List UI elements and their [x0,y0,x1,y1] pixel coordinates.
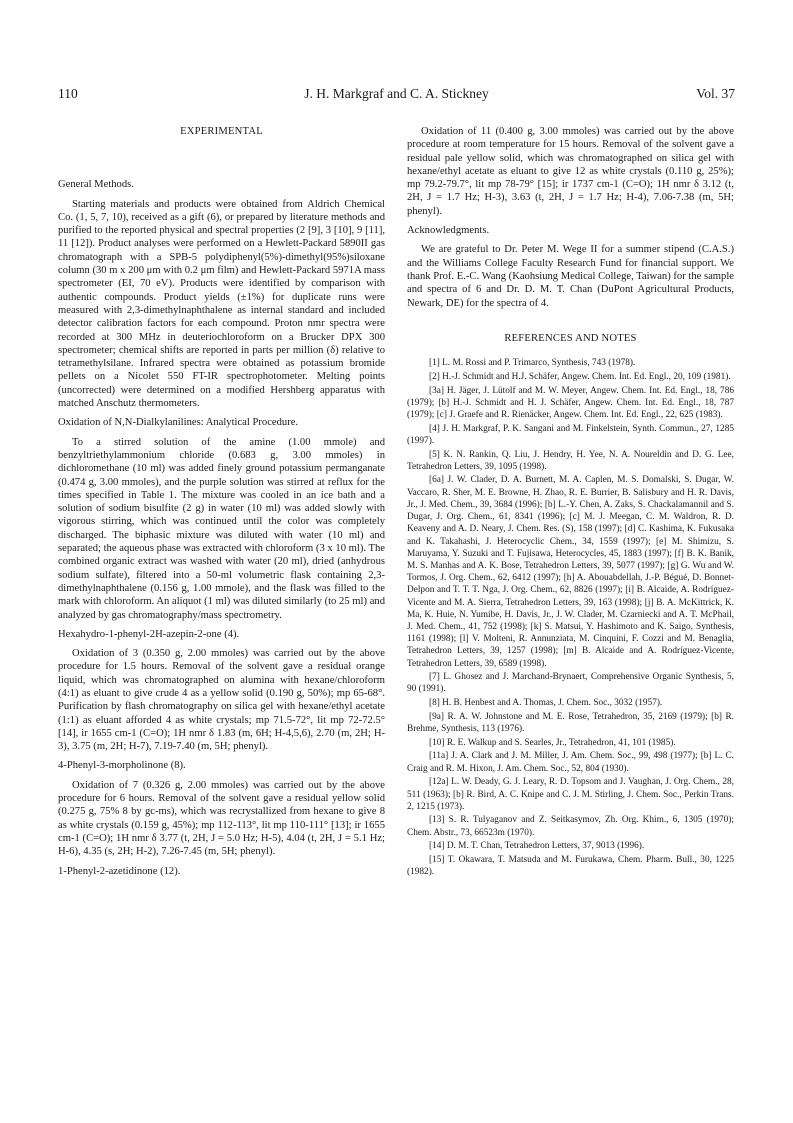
reference-item: [7] L. Ghosez and J. Marchand-Brynaert, Comprehensive Organic Synthesis, 5, 90 (1991). [407,672,734,695]
reference-item: [10] R. E. Walkup and S. Searles, Jr., Tetrahedron, 41, 101 (1985). [429,737,676,748]
morpholinone-heading: 4-Phenyl-3-morpholinone (8). [58,760,186,772]
general-methods-heading: General Methods. [58,179,134,191]
reference-item: [1] L. M. Rossi and P. Trimarco, Synthesis, 743 (1978). [429,358,636,369]
reference-item: [8] H. B. Henbest and A. Thomas, J. Chem. Soc., 3032 (1957). [429,698,663,709]
azetidinone-heading: 1-Phenyl-2-azetidinone (12). [58,865,181,877]
page-number: 110 [58,86,78,101]
morpholinone-text: Oxidation of 7 (0.326 g, 2.00 mmoles) was carried out by the above procedure for 6 hours. Removal of the solvent gave a residual yellow solid (0.275 g, 75% 8 by gc-ms), which was recrystallized from hexane to give 8 as white crystals (0.159 g, 45%); mp 112-113°, lit mp 110-111° [13]; ir 1655 cm-1 (C=O); 1H nmr δ 3.77 (t, 2H, J = 5.0 Hz; H-5), 4.04 (t, 2H, J = 5.1 Hz; H-6), 4.35 (s, 2H; H-2), 7.26-7.45 (m, 5H; phenyl). [58,779,385,858]
references-heading: REFERENCES AND NOTES [504,332,637,344]
left-column [58,125,385,884]
azetidinone-text: Oxidation of 11 (0.400 g, 3.00 mmoles) was carried out by the above procedure at room temperature for 15 hours. Removal of the solvent gave a residual pale yellow solid, which was chromatographed on silica gel with hexane/ethyl acetate as eluant to give 12 as white crystals (0.110 g, 25%); mp 79.2-79.7°, lit mp 78-79° [15]; ir 1737 cm-1 (C=O); 1H nmr δ 3.12 (t, 2H, J = 1.7 Hz; H-3), 3.63 (t, 2H, J = 1.7 Hz; H-4), 7.06-7.38 (m, 5H; phenyl). [407,126,734,217]
general-methods-text: Starting materials and products were obtained from Aldrich Chemical Co. (1, 5, 7, 10), received as a gift (6), or prepared by literature methods and purified to the reported physical and spectral properties (2 [9], 3 [10], 9 [11], 11 [12]). Product analyses were performed on a Hewlett-Packard 5890II gas chromatograph with a SPB-5 polydiphenyl(5%)-dimethyl(95%)siloxane column (30 m x 200 μm with 0.2 μm film) and Hewlett-Packard 5971A mass spectrometer (EI, 70 eV). Products were identified by comparison with authentic compounds. Product yields (±1%) for duplicate runs were measured with 2,3-dimethylnaphthalene as internal standard and included detector calibration factors for each compound. Proton nmr spectra were recorded at 300 MHz in deuteriochloroform on a Brucker DPX 300 spectrometer; chemical shifts are reported in parts per million (δ) relative to tetramethylsilane. Infrared spectra were obtained as potassium bromide pellets on a Nicolet 550 FT-IR spectrophotometer. Melting points (uncorrected) were determined on a modified Hershberg apparatus with matched Anschutz thermometers. [58,198,385,410]
volume-label: Vol. 37 [696,86,735,101]
oxidation-procedure-heading: Oxidation of N,N-Dialkylanilines: Analytical Procedure. [58,417,299,429]
reference-item: [9a] R. A. W. Johnstone and M. E. Rose, Tetrahedron, 35, 2169 (1979); [b] R. Brehme, Synthesis, 113 (1976). [407,711,734,735]
reference-item: [2] H.-J. Schmidt and H.J. Schäfer, Angew. Chem. Int. Ed. Engl., 20, 109 (1981). [429,371,731,382]
reference-item: [6a] J. W. Clader, D. A. Burnett, M. A. Caplen, M. S. Domalski, S. Dugar, W. Vaccaro, R. Sher, M. E. Browne, H. Zhao, R. E. Burrier, B. Salisbury and H. R. Davis, Jr., J. Med. Chem., 39, 3684 (1996); [b] L.-Y. Chen, A. Zaks, S. Chackalamannil and S. Dugar, J. Org. Chem., 61, 8341 (1996); [c] M. J. Meegan, C. M. Waldron, R. D. Keaveny and A. D. Neary, J. Chem. Res. (S), 158 (1997); [d] C. Kashima, K. Fukusaka and K. Takahashi, J. Heterocyclic Chem., 34, 1559 (1997); [e] M. Shimizu, S. Maruyama, Y. Suzuki and T. Fujisawa, Heterocycles, 45, 1883 (1997); [f] B. K. Banik, M. S. Manhas and A. K. Bose, Tetrahedron Letters, 39, 5077 (1997); [g] G. Wu and W. Tormos, J. Org. Chem., 62, 6412 (1997); [h] A. Abouabdellah, J.-P. Bégué, D. Bonnet-Delpon and T. T. T. Nga, J. Org. Chem., 62, 8826 (1997); [i] B. Alcaide, A. Rodríguez-Vicente and M. A. Sierra, Tetrahedron Letters, 39, 163 (1998); [j] B. A. McKittrick, K. Ma, K. Huie, N. Yumibe, H. Davis, Jr., J. W. Clader, M. Czarniecki and A. T. McPhail, J. Med. Chem., 41, 752 (1998); [k] S. Matsui, Y. Hashimoto and K. Saigo, Synthesis, 1161 (1998); [l] V. Molteni, R. Annunziata, M. Cinquini, F. Cozzi and M. Benaglia, Tetrahedron Letters, 39, 1257 (1998); [m] B. Alcaide and A. Rodríguez-Vicente, Tetrahedron Letters, 39, 6589 (1998). [407,475,734,669]
reference-item: [4] J. H. Markgraf, P. K. Sangani and M. Finkelstein, Synth. Commun., 27, 1285 (1997). [407,423,734,446]
experimental-heading: EXPERIMENTAL [180,126,263,137]
hexahydro-text: Oxidation of 3 (0.350 g, 2.00 mmoles) was carried out by the above procedure for 1.5 hours. Removal of the solvent gave a residual orange liquid, which was chromatographed on alumina with hexane/chloroform (4:1) as eluant to give crude 4 as a yellow solid (0.190 g, 50%); mp 65-68°. Purification by flash chromatography on silica gel with hexane/ethyl acetate (1:1) as eluant afforded 4 as white crystals; mp 71.5-72°, lit mp 72-72.5° [14], ir 1655 cm-1 (C=O); 1H nmr δ 1.83 (m, 6H; H-4,5,6), 2.70 (m, 2H; H-3), 3.75 (m, 2H; H-7), 7.19-7.40 (m, 5H; phenyl). [58,648,385,753]
reference-item: [3a] H. Jäger, J. Lütolf and M. W. Meyer, Angew. Chem. Int. Ed. Engl., 18, 786 (1979); [b] H.-J. Schmidt and H. J. Schäfer, Angew. Chem. Int. Ed. Engl., 18, 787 (1979); [c] J. Graefe and R. Rienäcker, Angew. Chem. Int. Ed. Engl., 22, 625 (1983). [407,385,734,420]
reference-list [407,357,734,878]
reference-item: [14] D. M. T. Chan, Tetrahedron Letters, 37, 9013 (1996). [429,841,645,852]
running-head-authors: J. H. Markgraf and C. A. Stickney [304,86,489,101]
acknowledgments-text: We are grateful to Dr. Peter M. Wege II for a summer stipend (C.A.S.) and the Williams College Faculty Research Fund for financial support. We thank Prof. E.-C. Wang (Kaohsiung Medical College, Taiwan) for the sample and spectra of 6 and Dr. D. M. T. Chan (DuPont Agricultural Products, Newark, DE) for the spectra of 4. [407,244,734,309]
oxidation-procedure-text: To a stirred solution of the amine (1.00 mmole) and benzyltriethylammonium chloride (0.683 g, 3.00 mmoles) in dichloromethane (10 ml) was added finely ground potassium permanganate (0.474 g, 3.00 mmoles), and the purple solution was stirred at reflux for the times specified in Table 1. The mixture was cooled in an ice bath and a solution of sodium bisulfite (2 g) in water (10 ml) was added slowly with vigorous stirring, which was continued until the color was completely discharged. The biphasic mixture was diluted with water (10 ml) and separated; the aqueous phase was extracted with chloroform (3 x 10 ml). The combined organic extract was washed with water (20 ml), dried (anhydrous sodium sulfate), filtered into a 50-ml volumetric flask containing 2,3-dimethylnaphthalene (0.156 g, 1.00 mmole), and the flask was filled to the mark with chloroform. An aliquot (1 ml) was diluted similarly (to 25 ml) and analyzed by gas chromatography/mass spectrometry. [58,436,385,621]
reference-item: [15] T. Okawara, T. Matsuda and M. Furukawa, Chem. Pharm. Bull., 30, 1225 (1982). [407,855,734,878]
right-column [407,125,734,880]
acknowledgments-heading: Acknowledgments. [407,225,490,237]
reference-item: [13] S. R. Tulyaganov and Z. Seitkasymov, Zh. Org. Khim., 6, 1305 (1970); Chem. Abstr., 73, 66523m (1970). [407,815,734,838]
reference-item: [12a] L. W. Deady, G. J. Leary, R. D. Topsom and J. Vaughan, J. Org. Chem., 28, 511 (1963); [b] R. Bird, A. C. Knipe and C. J. M. Stirling, J. Chem. Soc., Perkin Trans. 2, 1215 (1973). [407,777,734,812]
hexahydro-heading: Hexahydro-1-phenyl-2H-azepin-2-one (4). [58,628,240,640]
reference-item: [5] K. N. Rankin, Q. Liu, J. Hendry, H. Yee, N. A. Noureldin and D. G. Lee, Tetrahedron Letters, 39, 1095 (1998). [407,449,734,472]
reference-item: [11a] J. A. Clark and J. M. Miller, J. Am. Chem. Soc., 99, 498 (1977); [b] L. C. Craig and R. M. Hixon, J. Am. Chem. Soc., 52, 804 (1930). [407,751,734,774]
